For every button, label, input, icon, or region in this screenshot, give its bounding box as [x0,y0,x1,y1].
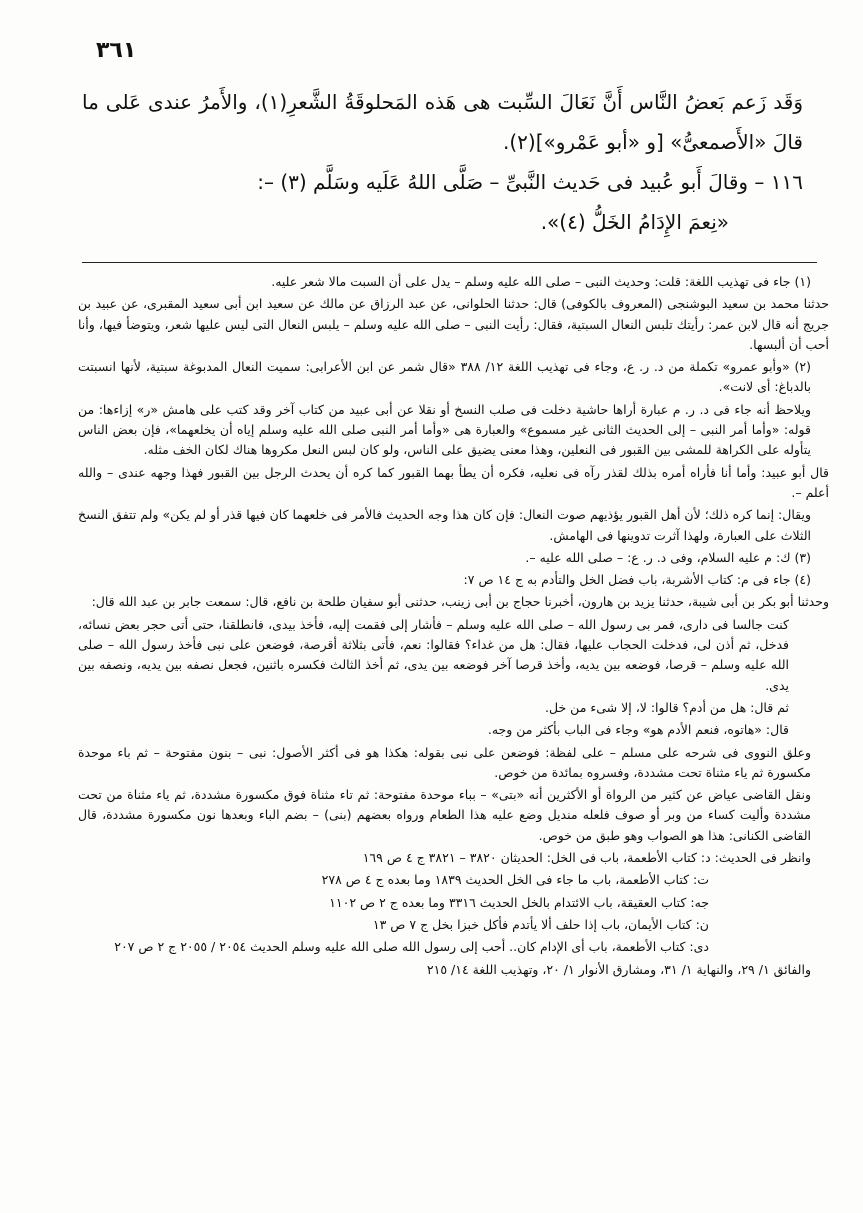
reference-line: ن: كتاب الأيمان، باب إذا حلف ألا يأتدم فأكل خبزا بخل ج ٧ ص ١٣ [372,916,709,932]
reference-line: وانظر فى الحديث: د: كتاب الأطعمة، باب فى الخل: الحديثان ٣٨٢٠ – ٣٨٢١ ج ٤ ص ١٦٩ [362,850,811,866]
footnote-4-answer: قال: «هاتوه، فنعم الأدم هو» وجاء فى الباب بأكثر من وجه. [487,722,789,738]
reference-line: ت: كتاب الأطعمة، باب ما جاء فى الخل الحديث ١٨٣٩ وما بعده ج ٤ ص ٢٧٨ [321,872,709,888]
footnote-4: (٤) جاء فى م: كتاب الأشربة، باب فضل الخل والتأدم به ج ١٤ ص ٧: [463,572,811,588]
footnote-2-note: ويلاحظ أنه جاء فى د. ر. م عبارة أراها حاشية دخلت فى صلب النسخ أو نقلا عن أبى عبيد من كتاب آخر وقد كتب على هامش «ر» إزاءها: من قوله: «وأما أمر النبى – إلى الحديث الثانى غير مسموع» والعبارة هى «وأما أمر النبى صلى الله عليه وسلم إياه أن يخلعهما»، فإن بعض الناس يتأوله على الكراهة للمشى بين القبور فى النعلين، وهذا معنى يضيق على الناس، ولو كان لبس النعل مكروها هناك لكان الخف مثله. [78,401,811,458]
footnote-divider [82,262,817,263]
footnote-4-nawawi: وعلق النووى فى شرحه على مسلم – على لفظة: فوضعن على نبى بقوله: هكذا هو فى أكثر الأصول: نبى – بنون مفتوحة – ثم باء موحدة مكسورة ثم ياء مثناة تحت مشددة، وفسروه بمائدة من خوص. [78,744,811,780]
footnote-4-iyad: ونقل القاضى عياض عن كثير من الرواة أو الأكثرين أنه «بتى» – بباء موحدة مفتوحة: ثم تاء مثناة فوق مكسورة مشددة، ثم ياء مثناة من تحت مشددة وأليت كساء من وبر أو صوف فلعله منديل وضع عليه هذا الطعام ورواه بعضهم (بنى) – بضم الباء وبعدها نون مكسورة مشددة، قال القاضى الكنانى: هذا هو الصواب وهو طبق من خوص. [78,787,811,843]
footnotes [78,272,829,982]
footnote-4-question: ثم قال: هل من أدم؟ قالوا: لا، إلا شىء من خل. [545,699,789,715]
main-text [82,82,817,242]
footnote-4-hadith: كنت جالسا فى دارى، فمر بى رسول الله – صلى الله عليه وسلم – فأشار إلى فقمت إليه، فأخذ بيدى، فانطلقنا، حتى أتى حجر بعض نسائه، فدخل، ثم أذن لى، فدخلت الحجاب عليها، فقال: هل من غداء؟ فقالوا: نعم، فأتى بثلاثة أقرصة، فوضعن على نبى فأخذ رسول الله – صلى الله عليه وسلم – قرصا، فوضعه بين يديه، وأخذ قرصا آخر فوضعه بين يدى، ثم أخذ الثالث فكسره باثنين، فجعل نصفه بين يديه، ونصفه بين يدى. [78,616,789,693]
footnote-2-remark: ويقال: إنما كره ذلك؛ لأن أهل القبور يؤذيهم صوت النعال: فإن كان هذا وجه الحديث فالأمر فى خلعهما كان فيها قذر أو لم يكن» ولم تتفق النسخ الثلاث على العبارة، ولهذا آثرت تدوينها فى الهامش. [78,507,811,543]
footnote-1-continuation: حدثنا محمد بن سعيد البوشنجى (المعروف بالكوفى) قال: حدثنا الحلوانى، عن عبد الرزاق عن مالك عن سعيد ابن أبى سعيد المقبرى، عن عبيد بن جريج أنه قال لابن عمر: رأيتك تلبس النعال السبتية، فقال: رأيت النبى – صلى الله عليه وسلم – يلبس النعال التى ليس عليها شعر، ويتوضأ فيها، وأنا أحب أن ألبسها. [78,296,829,352]
reference-line: والفائق ١/ ٢٩، والنهاية ١/ ٣١، ومشارق الأنوار ١/ ٢٠، وتهذيب اللغة ١٤/ ٢١٥ [426,961,811,977]
hadith-quote: «نِعمَ الإِدَامُ الخَلُّ (٤)». [540,210,729,234]
main-paragraph: وَقَد زَعم بَعضُ النَّاس أَنَّ نَعَالَ السِّبت هى هَذه المَحلوقَةُ الشَّعرِ(١)، والأَمرُ عندى عَلى ما قالَ «الأَصمعىُّ» [و «أبو عَمْرو»](٢). [82,90,803,154]
footnote-2-quote: قال أبو عبيد: وأما أنا فأراه أمره بذلك لقذر رآه فى نعليه، فكره أن يطأ بهما القبور كما كره أن يحدث الرجل بين القبور فهذا وجهه عندى – والله أعلم –. [78,464,829,500]
page-number: ٣٦١ [96,38,137,63]
hadith-heading: ١١٦ – وقالَ أَبو عُبيد فى حَديث النَّبىِّ – صَلَّى اللهُ عَلَيه وسَلَّم (٣) –: [257,170,803,194]
reference-line: جه: كتاب العقيقة، باب الائتدام بالخل الحديث ٣٣١٦ وما بعده ج ٢ ص ١١٠٢ [329,894,709,910]
footnote-4-isnad: وحدثنا أبو بكر بن أبى شيبة، حدثنا يزيد بن هارون، أخبرنا حجاج بن أبى زينب، حدثنى أبو سفيان طلحة بن نافع، قال: سمعت جابر بن عبد الله قال: [91,594,829,610]
reference-line: دى: كتاب الأطعمة، باب أى الإدام كان.. أحب إلى رسول الله صلى الله عليه وسلم الحديث ٢٠٥٤ / ٢٠٥٥ ج ٢ ص ٢٠٧ [114,939,709,955]
footnote-2: (٢) «وأبو عمرو» تكملة من د. ر. ع، وجاء فى تهذيب اللغة ١٢/ ٣٨٨ «قال شمر عن ابن الأعرابى: سميت النعال المدبوغة سبتية، لأنها انسبتت بالدباغ: أى لانت». [78,359,812,395]
footnote-1: (١) جاء فى تهذيب اللغة: قلت: وحديث النبى – صلى الله عليه وسلم – يدل على أن السبت مالا شعر عليه. [271,274,811,289]
footnote-3: (٣) ك: م عليه السلام، وفى د. ر. ع: – صلى الله عليه –. [525,549,811,565]
